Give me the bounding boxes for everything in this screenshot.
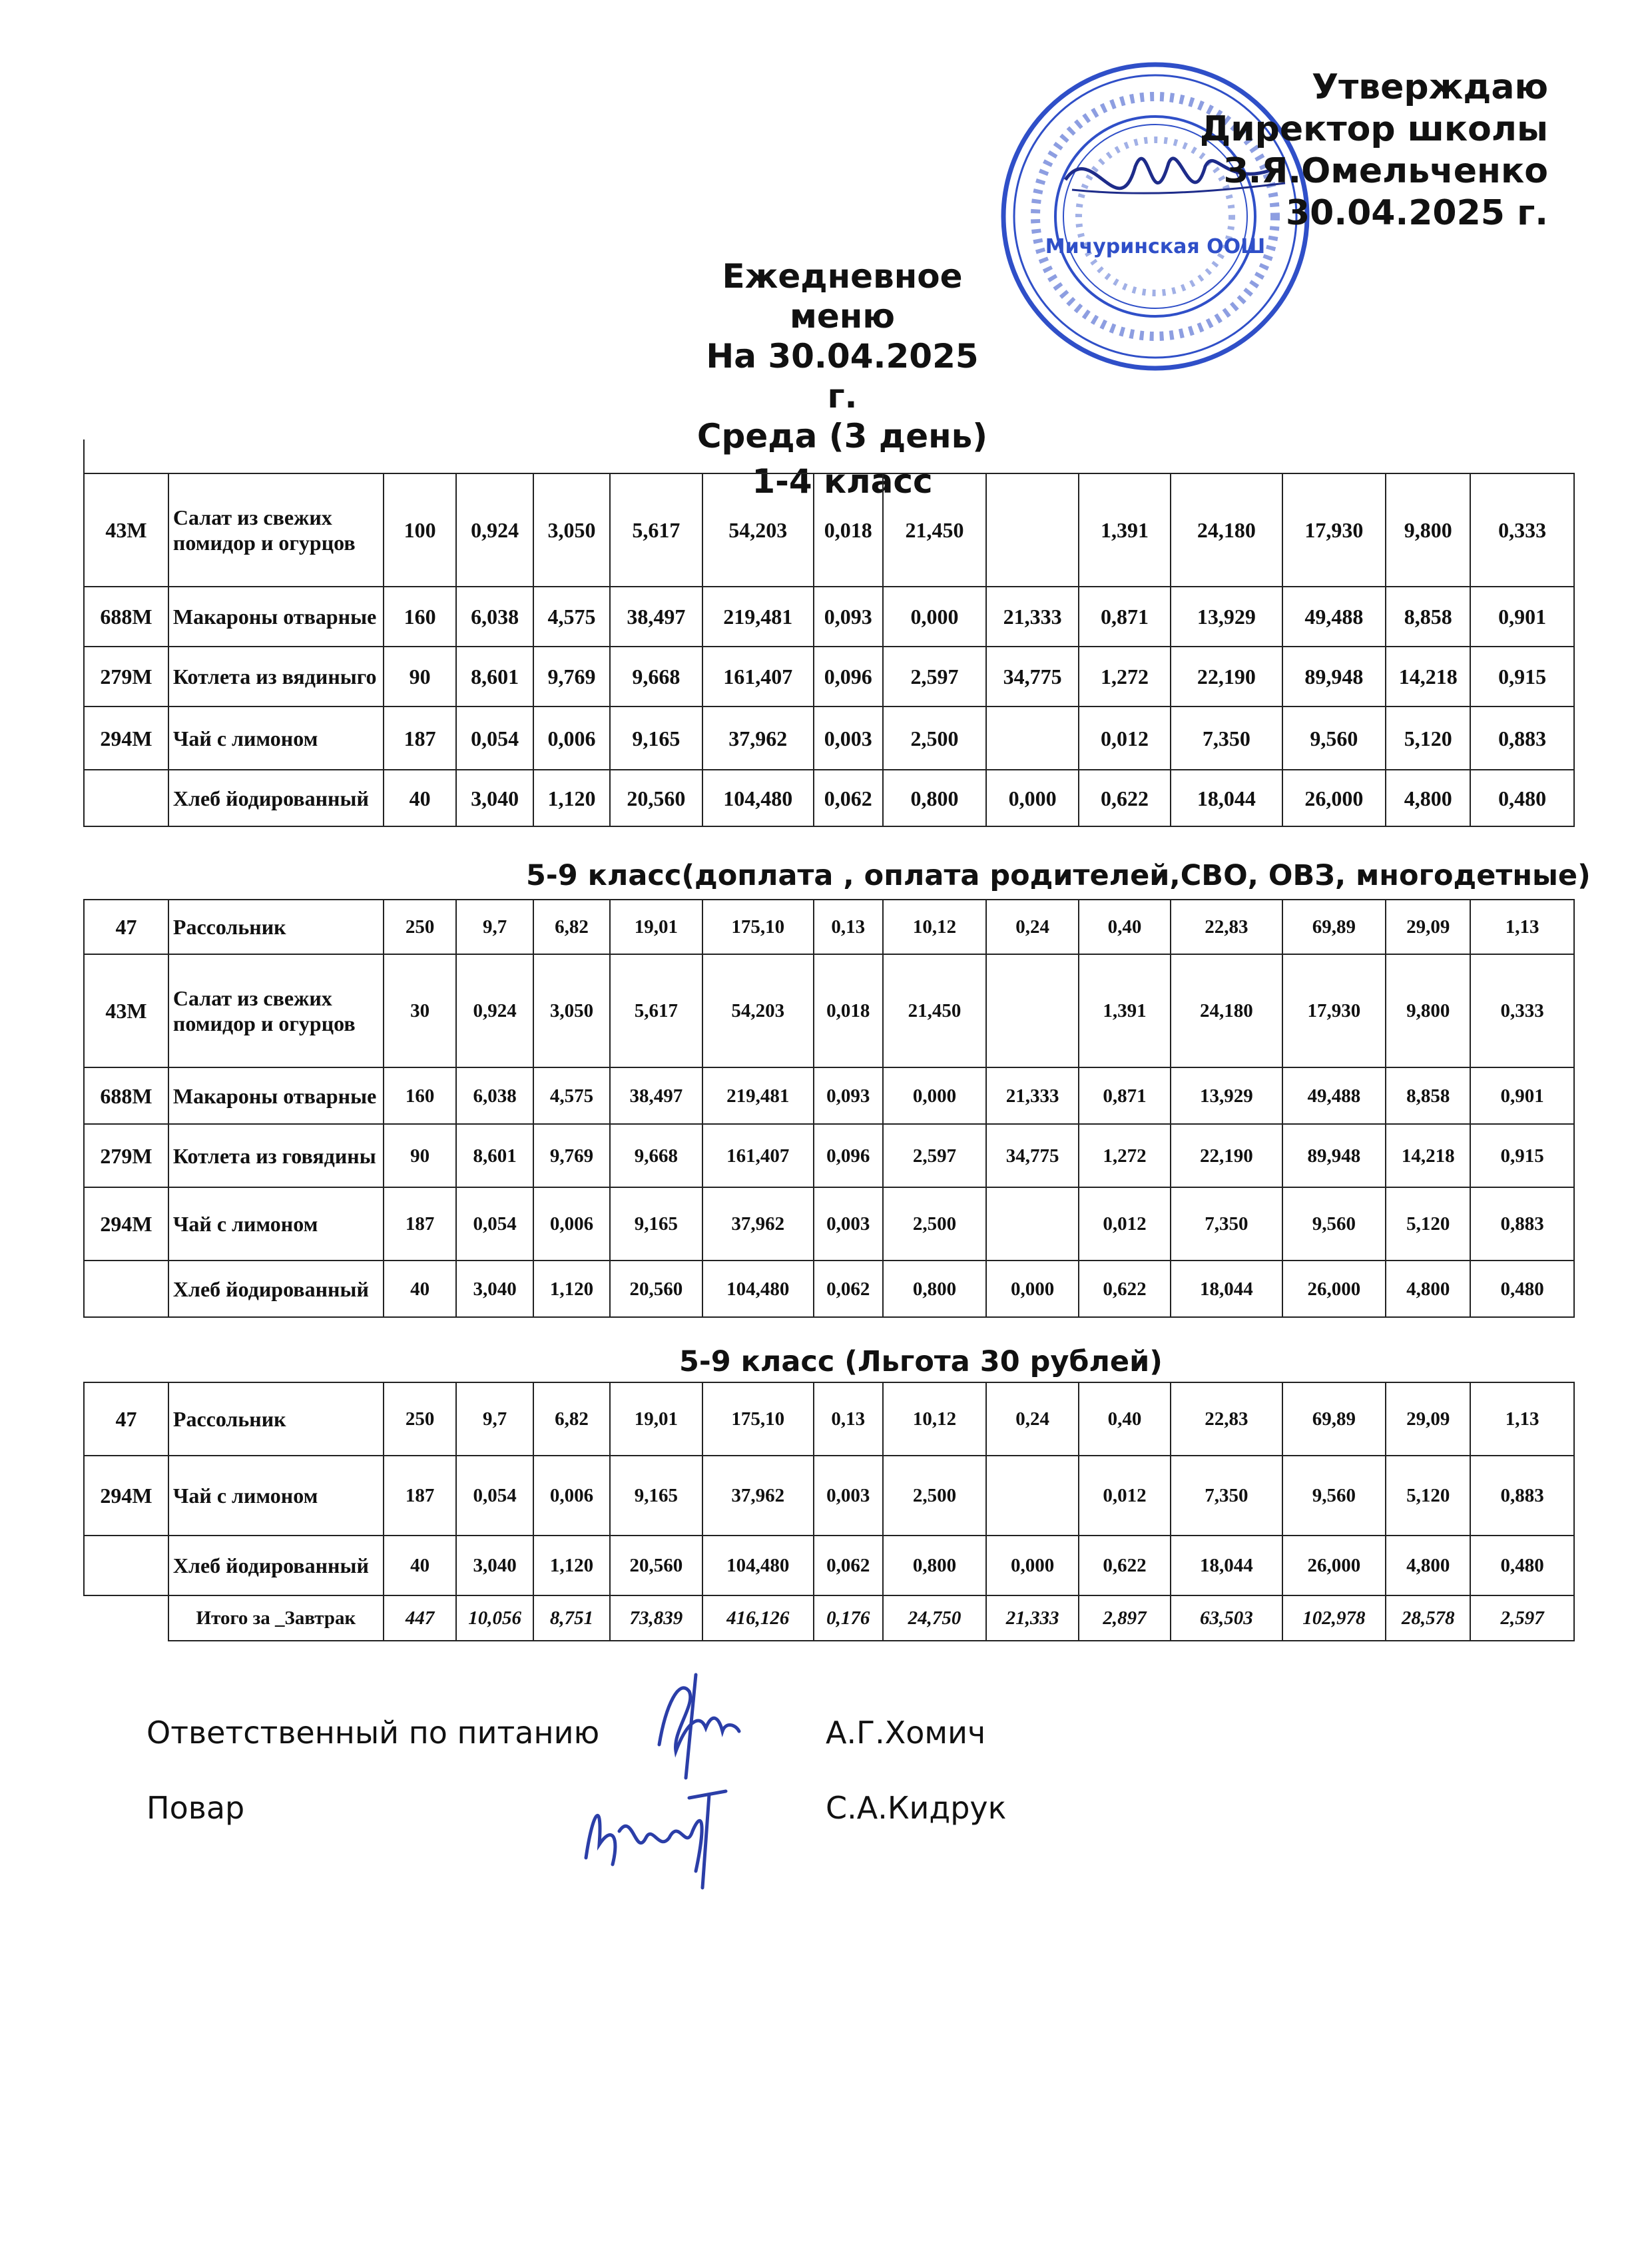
value-cell: 0,054 xyxy=(456,707,533,770)
value-cell: 0,333 xyxy=(1470,954,1574,1067)
value-cell: 26,000 xyxy=(1282,1536,1386,1595)
value-cell: 9,165 xyxy=(610,707,702,770)
value-cell: 9,800 xyxy=(1386,473,1470,587)
dish-name-cell: Котлета из говядины xyxy=(168,1124,384,1187)
total-value-cell: 28,578 xyxy=(1386,1595,1470,1641)
value-cell: 219,481 xyxy=(702,587,814,647)
approval-block xyxy=(1200,67,1548,234)
value-cell: 10,12 xyxy=(883,900,987,954)
value-cell: 21,333 xyxy=(986,1067,1078,1124)
value-cell: 0,006 xyxy=(533,1187,610,1261)
dish-name-cell: Салат из свежих помидор и огурцов xyxy=(168,473,384,587)
table-row xyxy=(84,900,1574,954)
approval-line-3: З.Я.Омельченко xyxy=(1223,151,1548,191)
value-cell: 37,962 xyxy=(702,1456,814,1536)
value-cell: 0,003 xyxy=(814,1456,883,1536)
value-cell: 20,560 xyxy=(610,770,702,826)
value-cell: 2,597 xyxy=(883,647,987,707)
table-row xyxy=(84,770,1574,826)
value-cell: 34,775 xyxy=(986,647,1078,707)
value-cell xyxy=(986,707,1078,770)
value-cell: 2,500 xyxy=(883,1187,987,1261)
value-cell: 0,622 xyxy=(1079,1536,1171,1595)
dish-code-cell: 43М xyxy=(84,954,168,1067)
value-cell: 0,000 xyxy=(986,770,1078,826)
dish-name-cell: Макароны отварные xyxy=(168,1067,384,1124)
value-cell: 22,190 xyxy=(1171,1124,1282,1187)
value-cell: 0,062 xyxy=(814,1261,883,1317)
value-cell: 104,480 xyxy=(702,1261,814,1317)
value-cell: 0,901 xyxy=(1470,587,1574,647)
value-cell: 30 xyxy=(384,954,457,1067)
value-cell: 9,800 xyxy=(1386,954,1470,1067)
approval-line-4: 30.04.2025 г. xyxy=(1286,193,1548,233)
responsible-name: А.Г.Хомич xyxy=(826,1715,986,1751)
value-cell: 0,000 xyxy=(883,587,987,647)
value-cell: 3,040 xyxy=(456,770,533,826)
value-cell: 49,488 xyxy=(1282,1067,1386,1124)
table-row xyxy=(84,587,1574,647)
value-cell: 187 xyxy=(384,1456,457,1536)
value-cell: 7,350 xyxy=(1171,707,1282,770)
menu-table-grade-5-9-paid xyxy=(83,899,1575,1318)
value-cell: 161,407 xyxy=(702,647,814,707)
value-cell: 1,272 xyxy=(1079,647,1171,707)
value-cell: 9,668 xyxy=(610,647,702,707)
value-cell: 0,800 xyxy=(883,1536,987,1595)
total-value-cell: 2,597 xyxy=(1470,1595,1574,1641)
dish-code-cell: 688М xyxy=(84,587,168,647)
dish-code-cell: 294М xyxy=(84,1456,168,1536)
value-cell: 0,924 xyxy=(456,473,533,587)
value-cell: 54,203 xyxy=(702,473,814,587)
value-cell: 250 xyxy=(384,900,457,954)
title-line-1: Ежедневное меню xyxy=(722,257,963,336)
value-cell: 1,120 xyxy=(533,1536,610,1595)
value-cell: 0,40 xyxy=(1079,1382,1171,1456)
value-cell: 0,333 xyxy=(1470,473,1574,587)
value-cell: 9,560 xyxy=(1282,707,1386,770)
dish-name-cell: Салат из свежих помидор и огурцов xyxy=(168,954,384,1067)
dish-code-cell: 688М xyxy=(84,1067,168,1124)
dish-code-cell: 47 xyxy=(84,900,168,954)
value-cell: 0,012 xyxy=(1079,707,1171,770)
dish-name-cell: Чай с лимоном xyxy=(168,1456,384,1536)
value-cell: 104,480 xyxy=(702,770,814,826)
value-cell: 17,930 xyxy=(1282,954,1386,1067)
total-value-cell: 73,839 xyxy=(610,1595,702,1641)
value-cell: 13,929 xyxy=(1171,587,1282,647)
table-row xyxy=(84,954,1574,1067)
blank-cell xyxy=(84,1595,168,1641)
table-row xyxy=(84,1261,1574,1317)
dish-code-cell: 279М xyxy=(84,1124,168,1187)
dish-code-cell xyxy=(84,770,168,826)
value-cell: 100 xyxy=(384,473,457,587)
cook-signature-icon xyxy=(573,1771,746,1904)
table-row xyxy=(84,1456,1574,1536)
value-cell xyxy=(986,954,1078,1067)
value-cell: 9,165 xyxy=(610,1187,702,1261)
value-cell: 26,000 xyxy=(1282,770,1386,826)
value-cell: 6,82 xyxy=(533,1382,610,1456)
value-cell: 6,038 xyxy=(456,587,533,647)
total-value-cell: 63,503 xyxy=(1171,1595,1282,1641)
total-value-cell: 10,056 xyxy=(456,1595,533,1641)
value-cell: 175,10 xyxy=(702,1382,814,1456)
value-cell: 18,044 xyxy=(1171,770,1282,826)
menu-table-grade-1-4 xyxy=(83,473,1575,827)
value-cell: 0,13 xyxy=(814,1382,883,1456)
value-cell: 0,883 xyxy=(1470,1187,1574,1261)
value-cell: 175,10 xyxy=(702,900,814,954)
value-cell: 37,962 xyxy=(702,1187,814,1261)
cook-name: С.А.Кидрук xyxy=(826,1790,1007,1826)
responsible-signature-icon xyxy=(639,1665,759,1785)
value-cell: 0,062 xyxy=(814,770,883,826)
value-cell: 29,09 xyxy=(1386,1382,1470,1456)
value-cell: 3,040 xyxy=(456,1261,533,1317)
value-cell: 250 xyxy=(384,1382,457,1456)
value-cell: 9,668 xyxy=(610,1124,702,1187)
value-cell: 1,120 xyxy=(533,770,610,826)
value-cell: 29,09 xyxy=(1386,900,1470,954)
value-cell: 38,497 xyxy=(610,1067,702,1124)
value-cell: 1,272 xyxy=(1079,1124,1171,1187)
total-value-cell: 0,176 xyxy=(814,1595,883,1641)
value-cell: 14,218 xyxy=(1386,1124,1470,1187)
value-cell: 0,000 xyxy=(986,1536,1078,1595)
total-value-cell: 2,897 xyxy=(1079,1595,1171,1641)
value-cell: 1,120 xyxy=(533,1261,610,1317)
value-cell: 5,120 xyxy=(1386,1456,1470,1536)
table-1-top-border xyxy=(83,439,1576,473)
value-cell: 8,601 xyxy=(456,647,533,707)
value-cell: 19,01 xyxy=(610,900,702,954)
value-cell: 4,800 xyxy=(1386,770,1470,826)
title-grade: 1-4 класс xyxy=(752,462,933,501)
value-cell: 8,858 xyxy=(1386,587,1470,647)
value-cell: 104,480 xyxy=(702,1536,814,1595)
value-cell: 0,003 xyxy=(814,707,883,770)
dish-code-cell: 43М xyxy=(84,473,168,587)
value-cell: 1,391 xyxy=(1079,954,1171,1067)
value-cell: 90 xyxy=(384,647,457,707)
value-cell: 24,180 xyxy=(1171,473,1282,587)
value-cell: 0,012 xyxy=(1079,1187,1171,1261)
value-cell: 160 xyxy=(384,587,457,647)
dish-code-cell xyxy=(84,1261,168,1317)
value-cell xyxy=(986,1187,1078,1261)
value-cell: 6,038 xyxy=(456,1067,533,1124)
dish-name-cell: Хлеб йодированный xyxy=(168,1536,384,1595)
value-cell: 1,391 xyxy=(1079,473,1171,587)
stamp-center-text: Мичуринская ООШ xyxy=(1045,235,1266,258)
total-value-cell: 447 xyxy=(384,1595,457,1641)
value-cell: 0,018 xyxy=(814,473,883,587)
value-cell: 24,180 xyxy=(1171,954,1282,1067)
table-row xyxy=(84,707,1574,770)
dish-code-cell: 294М xyxy=(84,707,168,770)
value-cell: 0,003 xyxy=(814,1187,883,1261)
dish-name-cell: Хлеб йодированный xyxy=(168,1261,384,1317)
value-cell: 7,350 xyxy=(1171,1456,1282,1536)
total-value-cell: 21,333 xyxy=(986,1595,1078,1641)
approval-line-1: Утверждаю xyxy=(1311,67,1548,107)
value-cell: 19,01 xyxy=(610,1382,702,1456)
value-cell: 3,050 xyxy=(533,954,610,1067)
value-cell: 0,096 xyxy=(814,647,883,707)
value-cell: 1,13 xyxy=(1470,1382,1574,1456)
value-cell: 0,800 xyxy=(883,1261,987,1317)
dish-name-cell: Рассольник xyxy=(168,900,384,954)
value-cell: 0,883 xyxy=(1470,1456,1574,1536)
dish-name-cell: Макароны отварные xyxy=(168,587,384,647)
value-cell: 22,83 xyxy=(1171,1382,1282,1456)
value-cell: 18,044 xyxy=(1171,1536,1282,1595)
value-cell: 37,962 xyxy=(702,707,814,770)
value-cell: 9,7 xyxy=(456,900,533,954)
value-cell: 0,901 xyxy=(1470,1067,1574,1124)
value-cell: 4,575 xyxy=(533,1067,610,1124)
value-cell: 0,13 xyxy=(814,900,883,954)
value-cell: 3,040 xyxy=(456,1536,533,1595)
title-line-3: Среда (3 день) xyxy=(696,417,988,455)
value-cell: 1,13 xyxy=(1470,900,1574,954)
value-cell: 0,000 xyxy=(986,1261,1078,1317)
responsible-label: Ответственный по питанию xyxy=(146,1715,600,1751)
value-cell xyxy=(986,473,1078,587)
value-cell: 20,560 xyxy=(610,1261,702,1317)
table-row xyxy=(84,1536,1574,1595)
value-cell: 0,871 xyxy=(1079,1067,1171,1124)
dish-name-cell: Чай с лимоном xyxy=(168,707,384,770)
value-cell: 4,575 xyxy=(533,587,610,647)
value-cell: 0,054 xyxy=(456,1456,533,1536)
value-cell: 89,948 xyxy=(1282,1124,1386,1187)
value-cell: 0,24 xyxy=(986,900,1078,954)
approval-line-2: Директор школы xyxy=(1199,109,1548,149)
value-cell: 40 xyxy=(384,770,457,826)
section-title-5-9-paid: 5-9 класс(доплата , оплата родителей,СВО, ОВЗ, многодетные) xyxy=(526,859,1591,892)
total-value-cell: 102,978 xyxy=(1282,1595,1386,1641)
table-row xyxy=(84,1067,1574,1124)
value-cell: 6,82 xyxy=(533,900,610,954)
value-cell: 0,018 xyxy=(814,954,883,1067)
value-cell: 9,560 xyxy=(1282,1456,1386,1536)
dish-code-cell: 47 xyxy=(84,1382,168,1456)
value-cell: 40 xyxy=(384,1261,457,1317)
dish-code-cell: 294М xyxy=(84,1187,168,1261)
menu-table-grade-5-9-benefit xyxy=(83,1382,1575,1641)
value-cell: 7,350 xyxy=(1171,1187,1282,1261)
value-cell: 90 xyxy=(384,1124,457,1187)
dish-name-cell: Чай с лимоном xyxy=(168,1187,384,1261)
total-value-cell: 416,126 xyxy=(702,1595,814,1641)
value-cell: 9,769 xyxy=(533,647,610,707)
value-cell: 0,000 xyxy=(883,1067,987,1124)
dish-name-cell: Хлеб йодированный xyxy=(168,770,384,826)
cook-label: Повар xyxy=(146,1790,245,1826)
value-cell: 0,093 xyxy=(814,587,883,647)
value-cell: 49,488 xyxy=(1282,587,1386,647)
value-cell: 9,7 xyxy=(456,1382,533,1456)
value-cell: 34,775 xyxy=(986,1124,1078,1187)
value-cell: 161,407 xyxy=(702,1124,814,1187)
value-cell: 69,89 xyxy=(1282,1382,1386,1456)
value-cell: 9,769 xyxy=(533,1124,610,1187)
value-cell: 0,012 xyxy=(1079,1456,1171,1536)
value-cell: 0,915 xyxy=(1470,1124,1574,1187)
value-cell: 21,333 xyxy=(986,587,1078,647)
value-cell: 5,120 xyxy=(1386,1187,1470,1261)
value-cell: 0,054 xyxy=(456,1187,533,1261)
value-cell: 4,800 xyxy=(1386,1536,1470,1595)
value-cell: 0,924 xyxy=(456,954,533,1067)
value-cell: 69,89 xyxy=(1282,900,1386,954)
value-cell: 9,560 xyxy=(1282,1187,1386,1261)
value-cell: 0,096 xyxy=(814,1124,883,1187)
value-cell: 2,597 xyxy=(883,1124,987,1187)
value-cell: 2,500 xyxy=(883,1456,987,1536)
value-cell: 13,929 xyxy=(1171,1067,1282,1124)
value-cell: 38,497 xyxy=(610,587,702,647)
value-cell: 3,050 xyxy=(533,473,610,587)
value-cell: 22,83 xyxy=(1171,900,1282,954)
value-cell: 20,560 xyxy=(610,1536,702,1595)
value-cell: 21,450 xyxy=(883,954,987,1067)
value-cell: 5,120 xyxy=(1386,707,1470,770)
total-value-cell: 24,750 xyxy=(883,1595,987,1641)
value-cell: 8,601 xyxy=(456,1124,533,1187)
value-cell: 0,622 xyxy=(1079,1261,1171,1317)
value-cell: 9,165 xyxy=(610,1456,702,1536)
value-cell: 0,871 xyxy=(1079,587,1171,647)
total-label-cell: Итого за _Завтрак xyxy=(168,1595,384,1641)
value-cell: 5,617 xyxy=(610,473,702,587)
value-cell: 187 xyxy=(384,1187,457,1261)
value-cell: 160 xyxy=(384,1067,457,1124)
value-cell: 0,006 xyxy=(533,1456,610,1536)
value-cell: 0,622 xyxy=(1079,770,1171,826)
table-row xyxy=(84,1124,1574,1187)
total-row xyxy=(84,1595,1574,1641)
value-cell: 17,930 xyxy=(1282,473,1386,587)
value-cell: 0,40 xyxy=(1079,900,1171,954)
table-row xyxy=(84,1187,1574,1261)
value-cell: 5,617 xyxy=(610,954,702,1067)
value-cell: 0,093 xyxy=(814,1067,883,1124)
value-cell: 219,481 xyxy=(702,1067,814,1124)
value-cell: 10,12 xyxy=(883,1382,987,1456)
dish-name-cell: Рассольник xyxy=(168,1382,384,1456)
value-cell: 0,480 xyxy=(1470,770,1574,826)
dish-code-cell xyxy=(84,1536,168,1595)
value-cell: 4,800 xyxy=(1386,1261,1470,1317)
total-value-cell: 8,751 xyxy=(533,1595,610,1641)
value-cell: 0,062 xyxy=(814,1536,883,1595)
value-cell: 21,450 xyxy=(883,473,987,587)
value-cell xyxy=(986,1456,1078,1536)
dish-code-cell: 279М xyxy=(84,647,168,707)
table-row xyxy=(84,473,1574,587)
value-cell: 2,500 xyxy=(883,707,987,770)
value-cell: 0,800 xyxy=(883,770,987,826)
value-cell: 8,858 xyxy=(1386,1067,1470,1124)
dish-name-cell: Котлета из вядиныго xyxy=(168,647,384,707)
value-cell: 14,218 xyxy=(1386,647,1470,707)
value-cell: 54,203 xyxy=(702,954,814,1067)
value-cell: 26,000 xyxy=(1282,1261,1386,1317)
value-cell: 187 xyxy=(384,707,457,770)
value-cell: 0,915 xyxy=(1470,647,1574,707)
value-cell: 0,24 xyxy=(986,1382,1078,1456)
value-cell: 0,480 xyxy=(1470,1536,1574,1595)
value-cell: 0,883 xyxy=(1470,707,1574,770)
section-title-5-9-benefit: 5-9 класс (Льгота 30 рублей) xyxy=(679,1345,1163,1378)
value-cell: 89,948 xyxy=(1282,647,1386,707)
table-row xyxy=(84,1382,1574,1456)
value-cell: 0,006 xyxy=(533,707,610,770)
value-cell: 40 xyxy=(384,1536,457,1595)
value-cell: 22,190 xyxy=(1171,647,1282,707)
value-cell: 18,044 xyxy=(1171,1261,1282,1317)
table-row xyxy=(84,647,1574,707)
title-line-2: На 30.04.2025 г. xyxy=(706,337,979,416)
value-cell: 0,480 xyxy=(1470,1261,1574,1317)
